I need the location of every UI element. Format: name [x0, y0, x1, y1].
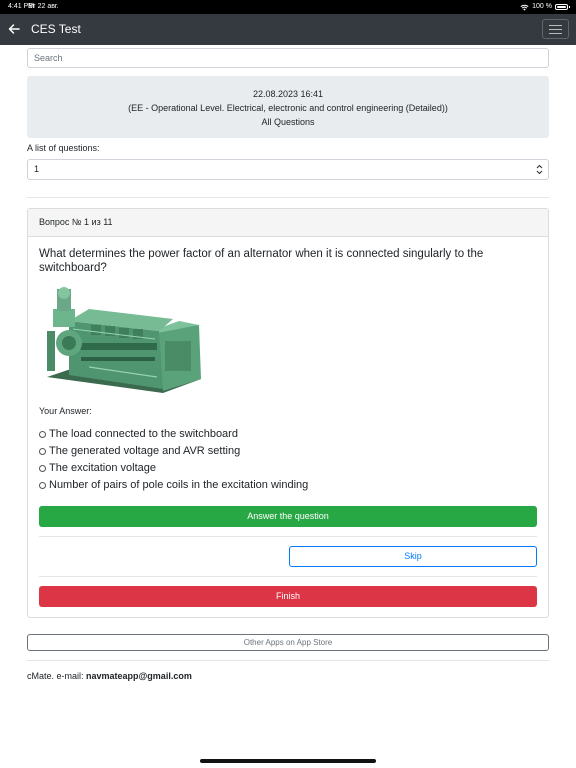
hamburger-menu-icon — [549, 33, 562, 34]
answer-option-label: Number of pairs of pole coils in the excitation winding — [49, 479, 309, 491]
answer-option-label: The load connected to the switchboard — [49, 428, 238, 440]
answer-option[interactable] — [39, 444, 240, 458]
battery-icon — [555, 4, 568, 10]
test-scope: All Questions — [261, 117, 315, 127]
footer-email[interactable]: navmateapp@gmail.com — [86, 671, 192, 681]
answer-option-label: The generated voltage and AVR setting — [49, 445, 241, 457]
status-bar — [0, 0, 576, 14]
answer-option[interactable] — [39, 478, 308, 492]
footer — [27, 671, 192, 681]
home-indicator — [200, 759, 376, 763]
answer-option-label: The excitation voltage — [49, 462, 157, 474]
other-apps-button[interactable]: Other Apps on App Store — [27, 634, 549, 651]
answer-option[interactable] — [39, 461, 156, 475]
chevron-up-down-icon — [535, 164, 544, 175]
radio-button[interactable] — [39, 482, 46, 489]
question-counter-text: Вопрос № 1 из 11 — [39, 217, 113, 227]
battery-percent: 100 % — [532, 3, 552, 10]
question-select[interactable] — [27, 159, 549, 180]
footer-prefix: cMate. e-mail: — [27, 671, 87, 681]
divider — [39, 536, 537, 537]
hamburger-menu-button[interactable] — [542, 19, 569, 39]
diesel-generator-image — [39, 281, 207, 403]
status-time: 4:41 PM — [8, 3, 35, 10]
test-subject: (EE - Operational Level. Electrical, electronic and control engineering (Detailed)) — [128, 103, 448, 113]
wifi-icon — [520, 4, 529, 11]
hamburger-menu-icon — [549, 25, 562, 26]
answer-option[interactable] — [39, 427, 238, 441]
radio-button[interactable] — [39, 465, 46, 472]
question-list-label: A list of questions: — [27, 143, 100, 153]
radio-button[interactable] — [39, 448, 46, 455]
question-text: What determines the power factor of an alternator when it is connected singularly to the switchboard? — [39, 248, 484, 274]
hamburger-menu-icon — [549, 29, 562, 30]
status-indicators — [520, 0, 568, 14]
search-input[interactable] — [27, 48, 549, 68]
navbar — [0, 14, 576, 45]
question-counter — [28, 209, 548, 237]
status-date: Вт 22 авг. — [28, 3, 59, 10]
finish-button[interactable]: Finish — [39, 586, 537, 607]
question-card — [27, 208, 549, 618]
page-title: CES Test — [31, 22, 81, 36]
radio-button[interactable] — [39, 431, 46, 438]
your-answer-label: Your Answer: — [39, 406, 92, 416]
test-datetime: 22.08.2023 16:41 — [252, 89, 324, 99]
skip-button[interactable]: Skip — [289, 546, 537, 567]
divider — [27, 660, 549, 661]
answer-question-button[interactable]: Answer the question — [39, 506, 537, 527]
arrow-left-icon[interactable] — [6, 21, 22, 37]
test-info-box — [27, 76, 549, 138]
divider — [39, 576, 537, 577]
divider — [27, 197, 549, 198]
question-select-value: 1 — [34, 164, 40, 174]
